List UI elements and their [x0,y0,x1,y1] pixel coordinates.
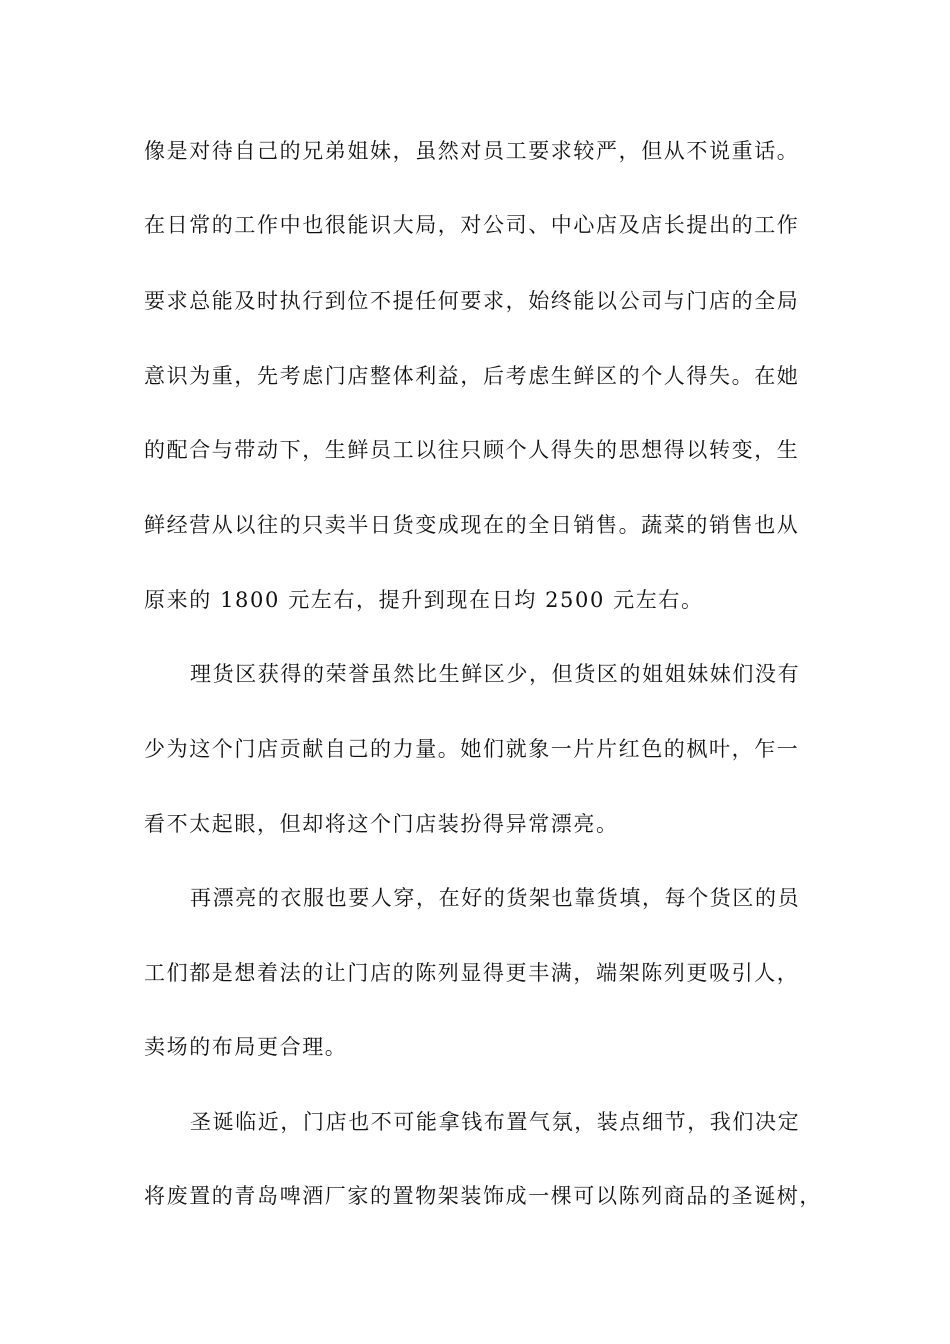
text-line: 像是对待自己的兄弟姐妹，虽然对员工要求较严，但从不说重话。 [144,139,800,163]
text-line: 的配合与带动下，生鲜员工以往只顾个人得失的思想得以转变，生 [144,438,800,462]
text-line: 要求总能及时执行到位不提任何要求，始终能以公司与门店的全局 [144,289,800,313]
text-line: 看不太起眼，但却将这个门店装扮得异常漂亮。 [144,812,619,836]
paragraph-first-line: 再漂亮的衣服也要人穿，在好的货架也靠货填，每个货区的员 [190,886,801,910]
paragraph-first-line: 圣诞临近，门店也不可能拿钱布置气氛，装点细节，我们决定 [190,1110,801,1134]
text-line: 少为这个门店贡献自己的力量。她们就象一片片红色的枫叶，乍一 [144,737,800,761]
text-line: 在日常的工作中也很能识大局，对公司、中心店及店长提出的工作 [144,213,800,237]
text-line: 将废置的青岛啤酒厂家的置物架装饰成一棵可以陈列商品的圣诞树， [144,1184,822,1208]
text-line: 原来的 1800 元左右，提升到现在日均 2500 元左右。 [144,588,704,612]
paragraph-first-line: 理货区获得的荣誉虽然比生鲜区少，但货区的姐姐妹妹们没有 [190,662,801,686]
text-line: 鲜经营从以往的只卖半日货变成现在的全日销售。蔬菜的销售也从 [144,513,800,537]
text-line: 工们都是想着法的让门店的陈列显得更丰满，端架陈列更吸引人， [144,961,800,985]
text-line: 意识为重，先考虑门店整体利益，后考虑生鲜区的个人得失。在她 [144,364,800,388]
text-line: 卖场的布局更合理。 [144,1035,348,1059]
